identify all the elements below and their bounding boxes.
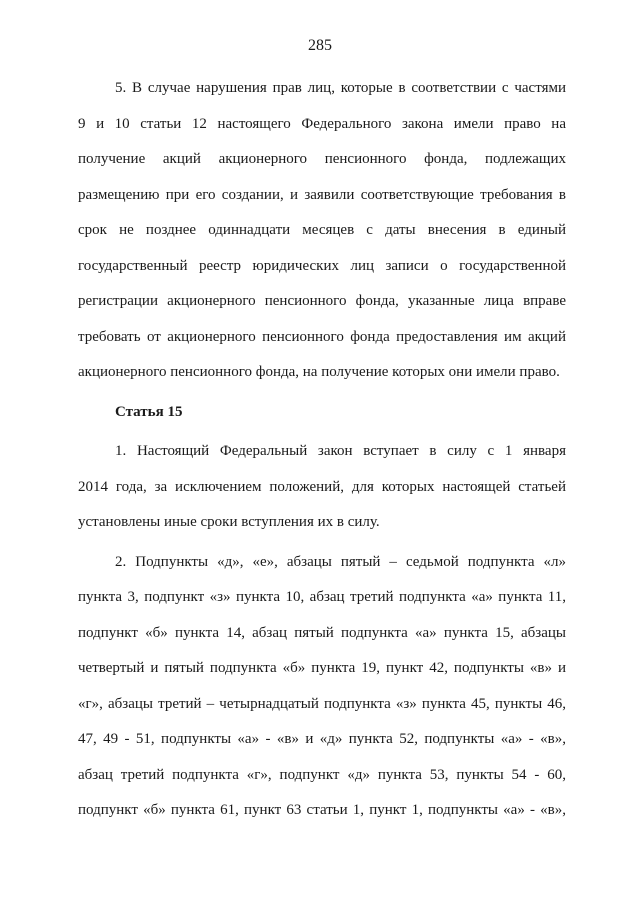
text-line: размещению при его создании, и заявили соответствующие требования в [78,186,566,203]
text-line: 1. Настоящий Федеральный закон вступает в силу с 1 января [115,443,566,459]
text-line: установлены иные сроки вступления их в силу. [78,514,380,530]
text-line: требовать от акционерного пенсионного фонда предоставления им акций [78,328,566,345]
paragraph-2 [78,545,566,829]
text-line: получение акций акционерного пенсионного фонда, подлежащих [78,151,566,167]
text-line: 9 и 10 статьи 12 настоящего Федерального закона имели право на [78,115,566,132]
paragraph-5 [78,71,566,391]
article-heading: Статья 15 [115,403,183,420]
page-number: 285 [308,37,332,54]
text-line: четвертый и пятый подпункта «б» пункта 19, пункт 42, подпункты «в» и [78,660,566,676]
text-line: акционерного пенсионного фонда, на получение которых они имели право. [78,364,560,380]
text-line: государственный реестр юридических лиц записи о государственной [78,257,566,274]
text-line: 47, 49 - 51, подпункты «а» - «в» и «д» пункта 52, подпункты «а» - «в», [78,731,566,747]
document-body [78,71,566,829]
text-line: подпункт «б» пункта 14, абзац пятый подпункта «а» пункта 15, абзацы [78,624,566,641]
paragraph-1 [78,434,566,541]
text-line: пункта 3, подпункт «з» пункта 10, абзац третий подпункта «а» пункта 11, [78,589,566,605]
text-line: 2. Подпункты «д», «е», абзацы пятый – седьмой подпункта «л» [115,553,566,570]
text-line: срок не позднее одиннадцати месяцев с даты внесения в единый [78,222,566,238]
text-line: «г», абзацы третий – четырнадцатый подпункта «з» пункта 45, пункты 46, [78,695,566,712]
text-line: подпункт «б» пункта 61, пункт 63 статьи 1, пункт 1, подпункты «а» - «в», [78,802,566,818]
text-line: 2014 года, за исключением положений, для которых настоящей статьей [78,478,566,495]
text-line: 5. В случае нарушения прав лиц, которые в соответствии с частями [115,80,566,96]
text-line: регистрации акционерного пенсионного фонда, указанные лица вправе [78,293,566,309]
text-line: абзац третий подпункта «г», подпункт «д» пункта 53, пункты 54 - 60, [78,766,566,783]
